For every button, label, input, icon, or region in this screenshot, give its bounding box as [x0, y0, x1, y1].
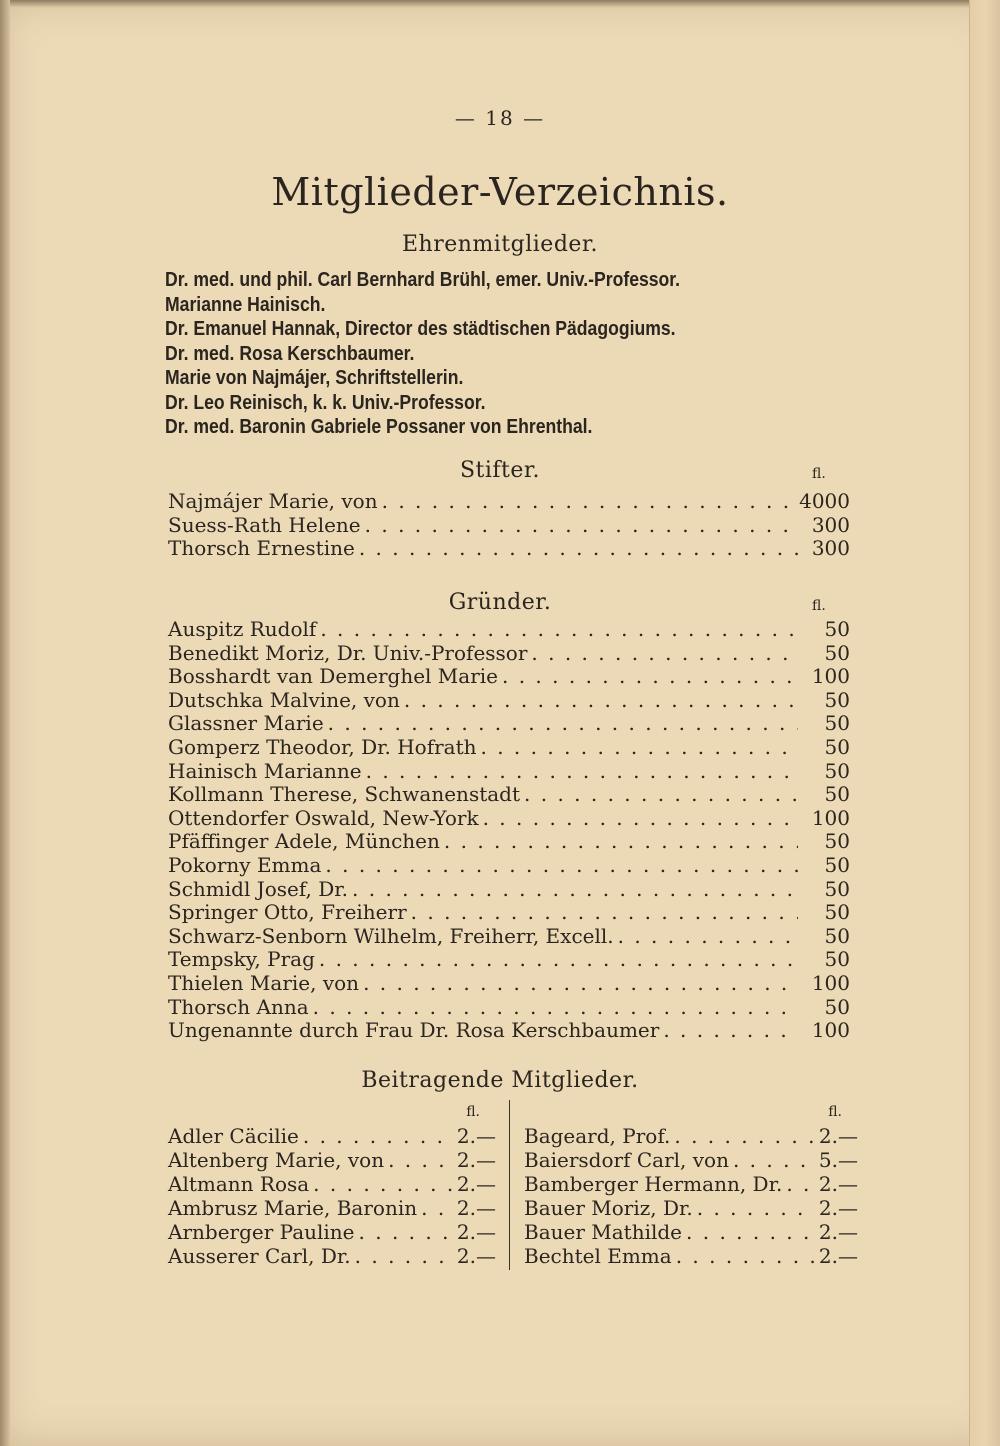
dot-leader: [524, 783, 798, 807]
dot-leader: [320, 618, 798, 642]
founder-row: [168, 901, 850, 925]
dot-leader: [365, 514, 798, 538]
contributing-right-unit: fl.: [828, 1104, 842, 1120]
page-title: Mitglieder-Verzeichnis.: [271, 170, 729, 214]
donors-list: [168, 490, 850, 561]
dot-leader: [502, 665, 798, 689]
member-row: [168, 1124, 496, 1148]
entry-amount: 2.—: [456, 1196, 496, 1220]
dot-leader: [411, 901, 798, 925]
founders-list: [168, 618, 850, 1043]
dot-leader: [663, 1019, 798, 1043]
founder-row: [168, 665, 850, 689]
dot-leader: [359, 537, 798, 561]
dot-leader: [363, 972, 798, 996]
dot-leader: [531, 642, 798, 666]
dot-leader: [444, 830, 798, 854]
entry-name: Thielen Marie, von: [168, 970, 360, 995]
dot-leader: [352, 878, 798, 902]
donors-heading: Stifter.: [459, 458, 541, 483]
entry-amount: 100: [811, 664, 850, 689]
dot-leader: [359, 1220, 452, 1244]
dot-leader: [366, 760, 798, 784]
founder-row: [168, 642, 850, 666]
dot-leader: [355, 1244, 452, 1268]
entry-name: Arnberger Pauline: [168, 1220, 355, 1244]
dot-leader: [303, 1124, 452, 1148]
dot-leader: [676, 1244, 814, 1268]
founder-row: [168, 854, 850, 878]
entry-name: Suess-Rath Helene: [168, 512, 361, 537]
founder-row: [168, 760, 850, 784]
honorary-member: Dr. med. Baronin Gabriele Possaner von Ehrenthal.: [165, 416, 593, 438]
honorary-member: Dr. Leo Reinisch, k. k. Univ.-Professor.: [165, 391, 486, 414]
entry-name: Thorsch Ernestine: [168, 536, 355, 561]
honorary-member: Marie von Najmájer, Schriftstellerin.: [165, 367, 464, 389]
entry-name: Dutschka Malvine, von: [168, 687, 400, 712]
honorary-heading: Ehrenmitglieder.: [401, 232, 599, 257]
founder-row: [168, 689, 850, 713]
member-row: [524, 1148, 858, 1172]
entry-name: Bageard, Prof.: [524, 1124, 671, 1148]
dot-leader: [319, 948, 798, 972]
donor-row: [168, 490, 850, 514]
founder-row: [168, 830, 850, 854]
member-row: [524, 1244, 858, 1268]
member-row: [524, 1124, 858, 1148]
founders-unit: fl.: [812, 598, 826, 614]
entry-amount: 50: [824, 994, 850, 1019]
entry-name: Altenberg Marie, von: [168, 1148, 385, 1172]
dot-leader: [388, 1148, 452, 1172]
entry-amount: 2.—: [818, 1196, 858, 1220]
contributing-columns: [168, 1100, 858, 1272]
member-row: [524, 1220, 858, 1244]
dot-leader: [786, 1172, 814, 1196]
entry-amount: 50: [824, 617, 850, 641]
entry-amount: 50: [824, 640, 850, 665]
entry-name: Glassner Marie: [168, 711, 324, 736]
founder-row: [168, 925, 850, 949]
dot-leader: [483, 807, 798, 831]
founder-row: [168, 807, 850, 831]
dot-leader: [313, 1172, 452, 1196]
entry-name: Pokorny Emma: [168, 852, 322, 877]
entry-name: Schmidl Josef, Dr.: [168, 876, 349, 901]
entry-amount: 50: [824, 782, 850, 807]
dot-leader: [697, 1196, 814, 1220]
entry-amount: 50: [824, 900, 850, 925]
entry-name: Bauer Mathilde: [524, 1220, 683, 1244]
dot-leader: [733, 1148, 814, 1172]
entry-amount: 300: [811, 512, 850, 537]
donor-row: [168, 537, 850, 561]
entry-amount: 50: [824, 923, 850, 948]
entry-name: Hainisch Marianne: [168, 758, 362, 783]
dot-leader: [481, 736, 799, 760]
entry-name: Gomperz Theodor, Dr. Hofrath: [168, 734, 477, 759]
entry-amount: 2.—: [456, 1172, 496, 1196]
entry-amount: 50: [824, 734, 850, 759]
entry-amount: 100: [811, 970, 850, 995]
founder-row: [168, 972, 850, 996]
member-row: [168, 1220, 496, 1244]
entry-amount: 50: [824, 852, 850, 877]
entry-amount: 50: [824, 711, 850, 736]
dot-leader: [618, 925, 798, 949]
entry-name: Pfäffinger Adele, München: [168, 829, 440, 854]
entry-amount: 2.—: [818, 1124, 858, 1148]
entry-name: Baiersdorf Carl, von: [524, 1148, 729, 1172]
entry-amount: 2.—: [456, 1148, 496, 1172]
entry-amount: 50: [824, 829, 850, 854]
honorary-member: Dr. med. Rosa Kerschbaumer.: [165, 342, 415, 365]
dot-leader: [686, 1220, 814, 1244]
entry-amount: 2.—: [818, 1220, 858, 1244]
entry-amount: 300: [811, 536, 850, 561]
founders-heading: Gründer.: [448, 590, 552, 615]
entry-name: Ottendorfer Oswald, New-York: [168, 805, 479, 830]
page-left-edge: [0, 0, 10, 1446]
member-row: [168, 1244, 496, 1268]
entry-name: Bauer Moriz, Dr.: [524, 1196, 693, 1220]
founder-row: [168, 996, 850, 1020]
entry-name: Auspitz Rudolf: [168, 617, 317, 641]
dot-leader: [382, 490, 795, 514]
entry-name: Kollmann Therese, Schwanenstadt: [168, 782, 521, 807]
entry-amount: 50: [824, 687, 850, 712]
page-top-edge: [0, 0, 1000, 8]
dot-leader: [404, 689, 798, 713]
contributing-left-unit: fl.: [466, 1104, 480, 1120]
contributing-heading: Beitragende Mitglieder.: [361, 1068, 639, 1093]
honorary-member: Dr. Emanuel Hannak, Director des städtischen Pädagogiums.: [165, 318, 676, 340]
entry-name: Ausserer Carl, Dr.: [168, 1244, 351, 1268]
entry-amount: 2.—: [456, 1124, 496, 1148]
entry-amount: 2.—: [818, 1244, 858, 1268]
entry-amount: 2.—: [456, 1244, 496, 1268]
member-row: [168, 1196, 496, 1220]
entry-amount: 100: [811, 1018, 850, 1043]
founder-row: [168, 948, 850, 972]
dot-leader: [421, 1196, 452, 1220]
page-right-edge: [969, 0, 1000, 1446]
entry-amount: 100: [811, 805, 850, 830]
founder-row: [168, 618, 850, 642]
entry-name: Bamberger Hermann, Dr.: [524, 1172, 783, 1196]
member-row: [168, 1172, 496, 1196]
entry-amount: 2.—: [818, 1172, 858, 1196]
donors-unit: fl.: [812, 466, 826, 482]
contributing-left-column: [168, 1100, 496, 1268]
dot-leader: [328, 712, 798, 736]
entry-name: Springer Otto, Freiherr: [168, 900, 407, 925]
entry-amount: 50: [824, 876, 850, 901]
entry-name: Schwarz-Senborn Wilhelm, Freiherr, Excell.: [168, 923, 614, 948]
entry-name: Benedikt Moriz, Dr. Univ.-Professor: [168, 640, 528, 665]
entry-name: Ungenannte durch Frau Dr. Rosa Kerschbaumer: [168, 1018, 660, 1043]
dot-leader: [674, 1124, 814, 1148]
founder-row: [168, 878, 850, 902]
entry-name: Adler Cäcilie: [168, 1124, 299, 1148]
entry-name: Bosshardt van Demerghel Marie: [168, 664, 498, 689]
entry-amount: 50: [824, 947, 850, 972]
entry-name: Altmann Rosa: [168, 1172, 310, 1196]
dot-leader: [313, 996, 798, 1020]
entry-name: Najmájer Marie, von: [168, 489, 378, 513]
founder-row: [168, 783, 850, 807]
entry-amount: 50: [824, 758, 850, 783]
entry-name: Bechtel Emma: [524, 1244, 672, 1268]
entry-amount: 5.—: [818, 1148, 858, 1172]
founder-row: [168, 712, 850, 736]
column-divider: [509, 1100, 510, 1270]
donor-row: [168, 514, 850, 538]
contributing-right-column: [524, 1100, 858, 1268]
member-row: [168, 1148, 496, 1172]
entry-amount: 4000: [799, 489, 850, 513]
honorary-member: Dr. med. und phil. Carl Bernhard Brühl, emer. Univ.-Professor.: [165, 269, 681, 291]
entry-name: Thorsch Anna: [168, 994, 309, 1019]
member-row: [524, 1172, 858, 1196]
founder-row: [168, 1019, 850, 1043]
entry-amount: 2.—: [456, 1220, 496, 1244]
page-number: — 18 —: [454, 106, 546, 130]
founder-row: [168, 736, 850, 760]
member-row: [524, 1196, 858, 1220]
honorary-list: [165, 268, 781, 440]
dot-leader: [325, 854, 798, 878]
entry-name: Ambrusz Marie, Baronin: [168, 1196, 418, 1220]
honorary-member: Marianne Hainisch.: [165, 293, 326, 316]
entry-name: Tempsky, Prag: [168, 947, 315, 972]
